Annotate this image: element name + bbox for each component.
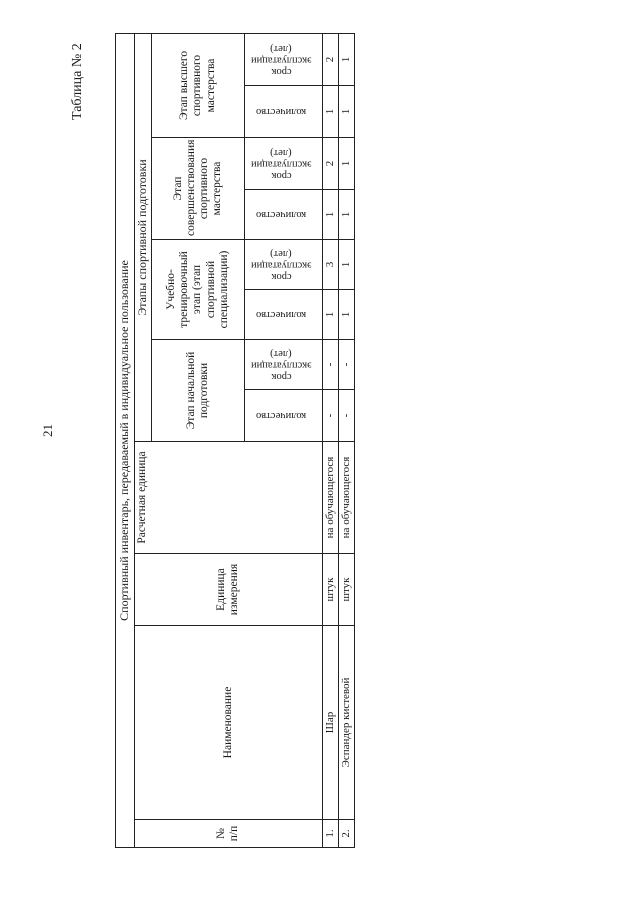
row-name: Шар xyxy=(322,626,338,820)
row-unit: штук xyxy=(338,554,354,626)
row-calc: на обучающегося xyxy=(322,442,338,554)
row-num: 1. xyxy=(322,820,338,848)
row-value: - xyxy=(338,390,354,442)
row-calc: на обучающегося xyxy=(338,442,354,554)
row-value: 1 xyxy=(338,190,354,240)
sub-qty: количество xyxy=(244,190,322,240)
table-label: Таблица № 2 xyxy=(70,43,85,120)
row-value: 2 xyxy=(322,33,338,85)
row-value: 1 xyxy=(338,138,354,190)
inventory-table xyxy=(115,33,355,848)
sub-qty: количество xyxy=(244,86,322,138)
rotated-table-container xyxy=(115,34,355,848)
stage-highest: Этап высшего спортивного мастерства xyxy=(152,33,244,137)
row-value: 1 xyxy=(338,290,354,340)
sub-qty: количество xyxy=(244,390,322,442)
row-value: - xyxy=(322,340,338,390)
stage-initial: Этап начальной подготовки xyxy=(152,340,244,442)
row-value: 2 xyxy=(322,138,338,190)
row-value: 1 xyxy=(338,86,354,138)
stage-improvement: Этап совершенствования спортивного мастерства xyxy=(152,138,244,240)
sub-qty: количество xyxy=(244,290,322,340)
row-value: 3 xyxy=(322,240,338,290)
table-row xyxy=(322,33,338,847)
row-value: - xyxy=(322,390,338,442)
header-num: № п/п xyxy=(135,820,322,848)
sub-term: срок эксплуатации (лет) xyxy=(244,240,322,290)
header-stages: Этапы спортивной подготовки xyxy=(135,33,152,441)
stage-training: Учебно-тренировочный этап (этап спортивной специализации) xyxy=(152,240,244,340)
row-value: 1 xyxy=(338,33,354,85)
header-unit: Единица измерения xyxy=(135,554,322,626)
row-value: 1 xyxy=(338,240,354,290)
row-name: Эспандер кистевой xyxy=(338,626,354,820)
row-unit: штук xyxy=(322,554,338,626)
sub-term: срок эксплуатации (лет) xyxy=(244,138,322,190)
page-number: 21 xyxy=(40,424,55,437)
sub-term: срок эксплуатации (лет) xyxy=(244,33,322,85)
row-value: 1 xyxy=(322,290,338,340)
table-title: Спортивный инвентарь, передаваемый в индивидуальное пользование xyxy=(116,33,135,847)
table-row xyxy=(338,33,354,847)
row-num: 2. xyxy=(338,820,354,848)
header-calc: Расчетная единица xyxy=(135,442,322,554)
sub-term: срок эксплуатации (лет) xyxy=(244,340,322,390)
row-value: - xyxy=(338,340,354,390)
row-value: 1 xyxy=(322,190,338,240)
header-name: Наименование xyxy=(135,626,322,820)
row-value: 1 xyxy=(322,86,338,138)
